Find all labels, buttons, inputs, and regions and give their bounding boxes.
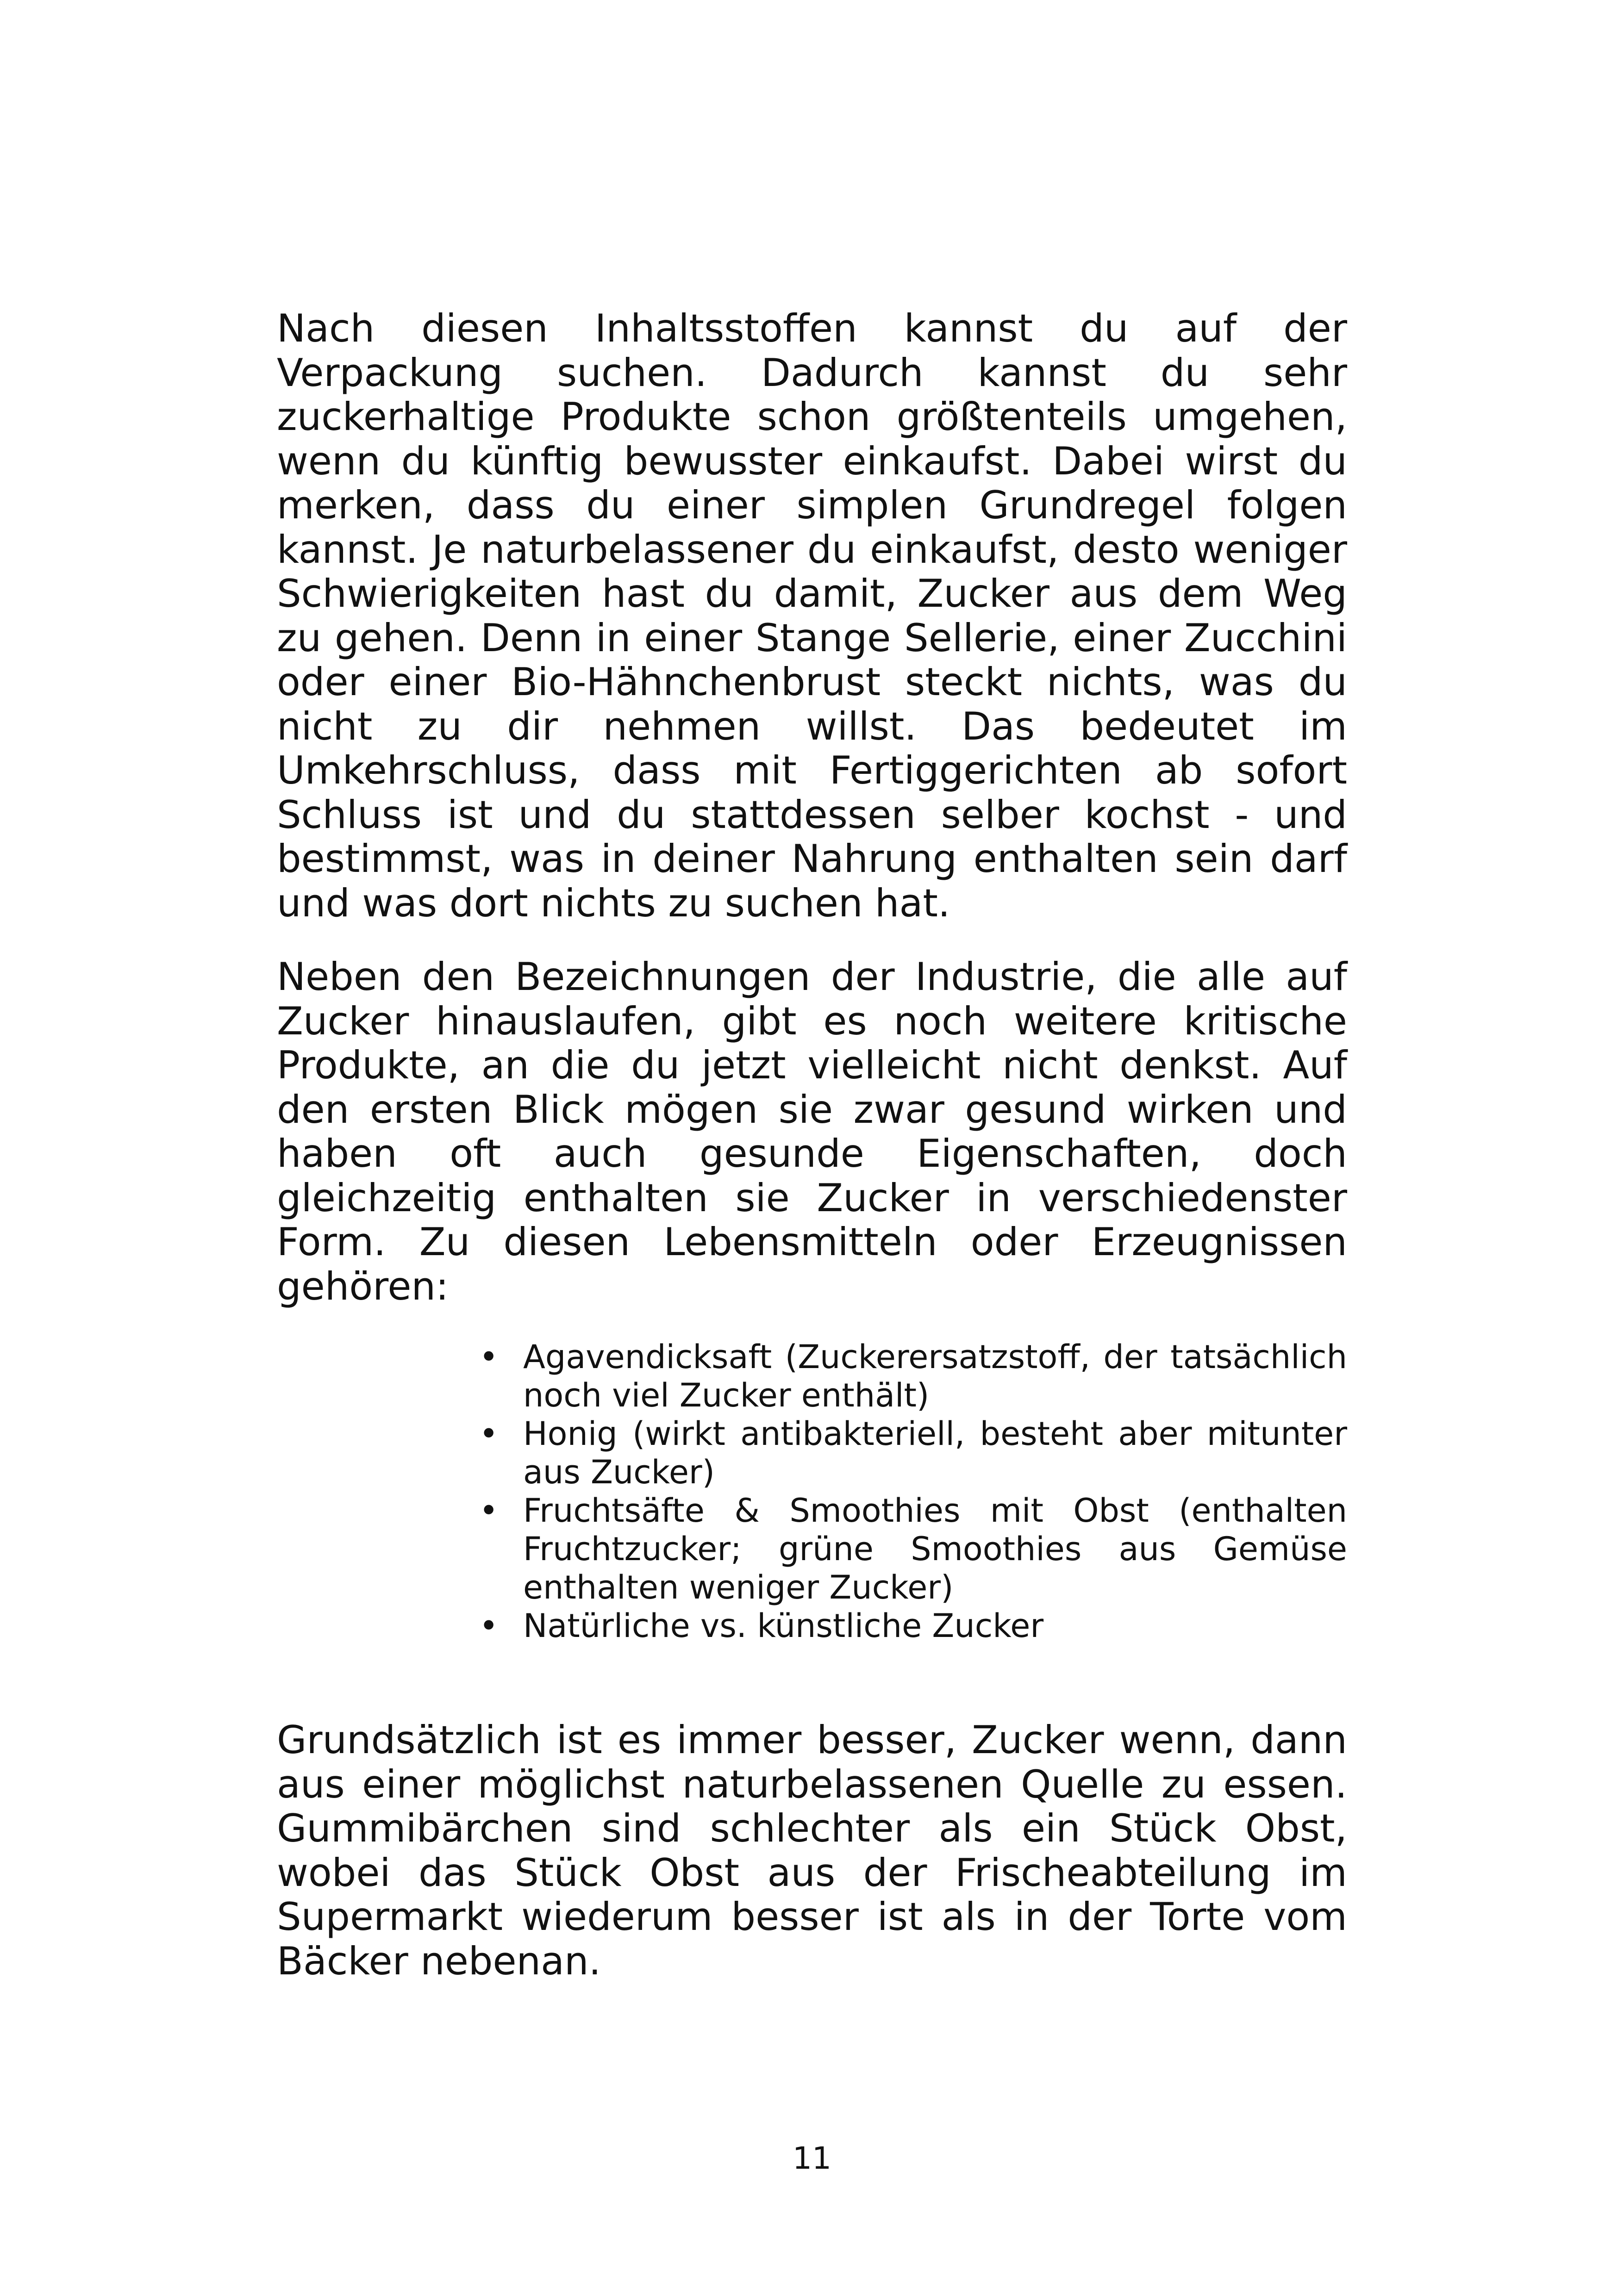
bullet-icon: •: [479, 1415, 499, 1453]
bullet-icon: •: [479, 1492, 499, 1530]
list-item: [479, 1415, 1347, 1492]
list-item-text: Natürliche vs. künstliche Zucker: [523, 1607, 1044, 1645]
bullet-icon: •: [479, 1607, 499, 1645]
list-item-text: Honig (wirkt antibakteriell, besteht aber mitunter aus Zucker): [523, 1415, 1347, 1491]
paragraph-3: Grundsätzlich ist es immer besser, Zucker wenn, dann aus einer möglichst naturbelassenen Quelle zu essen. Gummibärchen sind schlechter als ein Stück Obst, wobei das Stück Obst aus der Frischeabteilung im Supermarkt wiederum besser ist als in der Torte vom Bäcker nebenan.: [277, 1717, 1347, 1984]
list-item: [479, 1492, 1347, 1607]
bullet-icon: •: [479, 1338, 499, 1376]
page-number: 11: [793, 2140, 831, 2176]
list-item-text: Fruchtsäfte & Smoothies mit Obst (enthalten Fruchtzucker; grüne Smoothies aus Gemüse enthalten weniger Zucker): [523, 1492, 1347, 1606]
sugar-products-list: [479, 1338, 1347, 1645]
paragraph-1: Nach diesen Inhaltsstoffen kannst du auf der Verpackung suchen. Dadurch kannst du sehr zuckerhaltige Produkte schon größtenteils umgehen, wenn du künftig bewusster einkaufst. Dabei wirst du merken, dass du einer simplen Grundregel folgen kannst. Je naturbelassener du einkaufst, desto weniger Schwierigkeiten hast du damit, Zucker aus dem Weg zu gehen. Denn in einer Stange Sellerie, einer Zucchini oder einer Bio-Hähnchenbrust steckt nichts, was du nicht zu dir nehmen willst. Das bedeutet im Umkehrschluss, dass mit Fertiggerichten ab sofort Schluss ist und du stattdessen selber kochst - und bestimmst, was in deiner Nahrung enthalten sein darf und was dort nichts zu suchen hat.: [277, 306, 1347, 926]
list-item: [479, 1607, 1347, 1645]
list-item: [479, 1338, 1347, 1415]
list-item-text: Agavendicksaft (Zuckerersatzstoff, der tatsächlich noch viel Zucker enthält): [523, 1338, 1347, 1414]
paragraph-2: Neben den Bezeichnungen der Industrie, die alle auf Zucker hinauslaufen, gibt es noch weitere kritische Produkte, an die du jetzt vielleicht nicht denkst. Auf den ersten Blick mögen sie zwar gesund wirken und haben oft auch gesunde Eigenschaften, doch gleichzeitig enthalten sie Zucker in verschiedenster Form. Zu diesen Lebensmitteln oder Erzeugnissen gehören:: [277, 954, 1347, 1309]
